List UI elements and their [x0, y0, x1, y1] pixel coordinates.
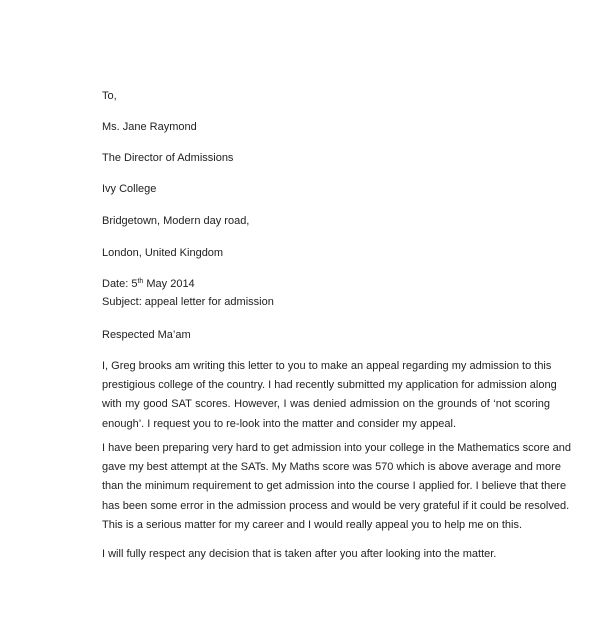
- paragraph-line: gave my best attempt at the SATs. My Maths score was 570 which is above average and more: [102, 461, 561, 474]
- paragraph-line: enough’. I request you to re-look into the matter and consider my appeal.: [102, 417, 457, 430]
- paragraph-line: This is a serious matter for my career and I would really appeal you to help me on this.: [102, 518, 523, 531]
- greeting: Respected Ma’am: [102, 329, 191, 341]
- date-ordinal: th: [137, 278, 144, 285]
- institution-name: Ivy College: [102, 183, 157, 195]
- address-line-2: London, United Kingdom: [102, 247, 224, 259]
- recipient-title: The Director of Admissions: [102, 152, 234, 164]
- date-suffix: May 2014: [143, 278, 195, 290]
- paragraph-line: than the minimum requirement to get admission into the course I applied for. I believe that there: [102, 480, 567, 493]
- paragraph-3: [102, 545, 550, 564]
- paragraph-1: [102, 357, 557, 434]
- paragraph-line: I have been preparing very hard to get admission into your college in the Mathematics score and: [102, 442, 571, 454]
- address-line-1: Bridgetown, Modern day road,: [102, 215, 250, 227]
- paragraph-line: with my good SAT scores. However, I was denied admission on the grounds of ‘not scoring: [102, 398, 550, 411]
- paragraph-2: [102, 439, 571, 535]
- date-prefix: Date: 5: [102, 278, 138, 290]
- paragraph-line: prestigious college of the country. I had recently submitted my application for admission along: [102, 379, 557, 392]
- paragraph-line: I, Greg brooks am writing this letter to you to make an appeal regarding my admission to this: [102, 360, 552, 372]
- salutation-to: To,: [102, 90, 117, 102]
- paragraph-line: I will fully respect any decision that is taken after you after looking into the matter.: [102, 548, 497, 560]
- letter-date: [102, 278, 195, 291]
- paragraph-line: has been some error in the admission process and would be very grateful if it could be resolved.: [102, 499, 570, 512]
- recipient-name: Ms. Jane Raymond: [102, 121, 197, 133]
- letter-subject: Subject: appeal letter for admission: [102, 296, 274, 308]
